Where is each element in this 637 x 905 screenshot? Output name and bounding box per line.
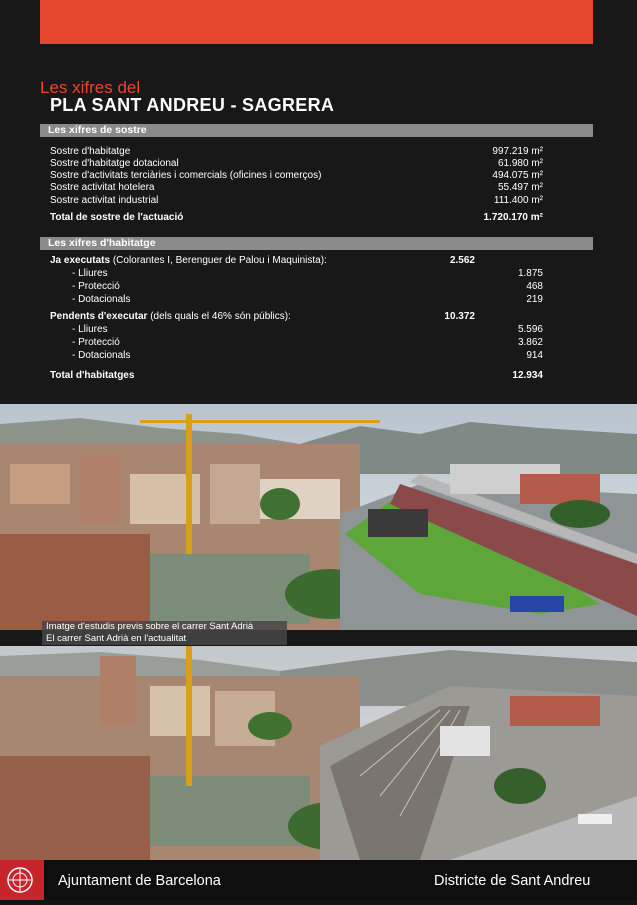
pendents-item-label: - Lliures xyxy=(72,324,108,335)
pendents-item-value: 5.596 xyxy=(517,324,543,335)
barcelona-shield-logo xyxy=(0,860,44,900)
sostre-total-value: 1.720.170 m² xyxy=(483,212,543,223)
sostre-row-label: Sostre d'activitats terciàries i comercials (oficines i comerços) xyxy=(50,170,322,181)
top-accent-bar xyxy=(40,0,593,44)
section-title-sostre: Les xifres de sostre xyxy=(48,124,147,136)
footer-city-council: Ajuntament de Barcelona xyxy=(58,873,221,889)
sostre-row-value: 61.980 m² xyxy=(497,158,543,169)
executats-label: Ja executats xyxy=(50,255,111,266)
sostre-total-label: Total de sostre de l'actuació xyxy=(50,212,184,223)
cityscape-rendering-image xyxy=(0,404,637,630)
pendents-item-label: - Dotacionals xyxy=(72,350,131,361)
sostre-row-label: Sostre activitat industrial xyxy=(50,195,159,206)
sostre-row-value: 997.219 m² xyxy=(492,146,543,157)
executats-item-label: - Protecció xyxy=(72,281,120,292)
caption-line-2: El carrer Sant Adrià en l'actualitat xyxy=(46,633,187,644)
sostre-row-value: 55.497 m² xyxy=(497,182,543,193)
executats-line xyxy=(50,255,327,267)
sostre-row-value: 111.400 m² xyxy=(493,195,543,206)
cityscape-current-image xyxy=(0,646,637,860)
photo-rendering-sant-adria xyxy=(0,404,637,630)
pendents-item-value: 914 xyxy=(526,350,543,361)
photo-current-sant-adria xyxy=(0,646,637,860)
section-title-habitatge: Les xifres d'habitatge xyxy=(48,237,156,249)
section-bar-habitatge xyxy=(40,237,593,250)
pendents-total: 10.372 xyxy=(444,311,475,322)
executats-item-label: - Lliures xyxy=(72,268,108,279)
pendents-note: (dels quals el 46% són públics): xyxy=(150,311,291,322)
executats-note: (Colorantes I, Berenguer de Palou i Maquinista): xyxy=(112,255,327,266)
title-line-1: Les xifres del xyxy=(40,78,141,97)
sostre-row-label: Sostre d'habitatge dotacional xyxy=(50,158,179,169)
footer-district: Districte de Sant Andreu xyxy=(434,873,591,889)
title-line-2: PLA SANT ANDREU - SAGRERA xyxy=(50,95,335,115)
executats-total: 2.562 xyxy=(449,255,475,266)
executats-item-label: - Dotacionals xyxy=(72,294,131,305)
caption-line-1: Imatge d'estudis previs sobre el carrer Sant Adrià xyxy=(46,621,254,632)
shield-icon xyxy=(0,860,44,900)
sostre-row-label: Sostre d'habitatge xyxy=(50,146,131,157)
pendents-label: Pendents d'executar xyxy=(50,311,148,322)
habitatge-total-label: Total d'habitatges xyxy=(50,370,135,381)
executats-item-value: 468 xyxy=(526,281,543,292)
pendents-item-label: - Protecció xyxy=(72,337,120,348)
pendents-line xyxy=(50,311,291,323)
habitatge-total-value: 12.934 xyxy=(512,370,543,381)
pendents-item-value: 3.862 xyxy=(517,337,543,348)
sostre-row-label: Sostre activitat hotelera xyxy=(50,182,155,193)
photo-caption xyxy=(42,621,287,645)
executats-item-value: 1.875 xyxy=(517,268,543,279)
section-bar-sostre xyxy=(40,124,593,137)
executats-item-value: 219 xyxy=(526,294,543,305)
sostre-row-value: 494.075 m² xyxy=(492,170,543,181)
